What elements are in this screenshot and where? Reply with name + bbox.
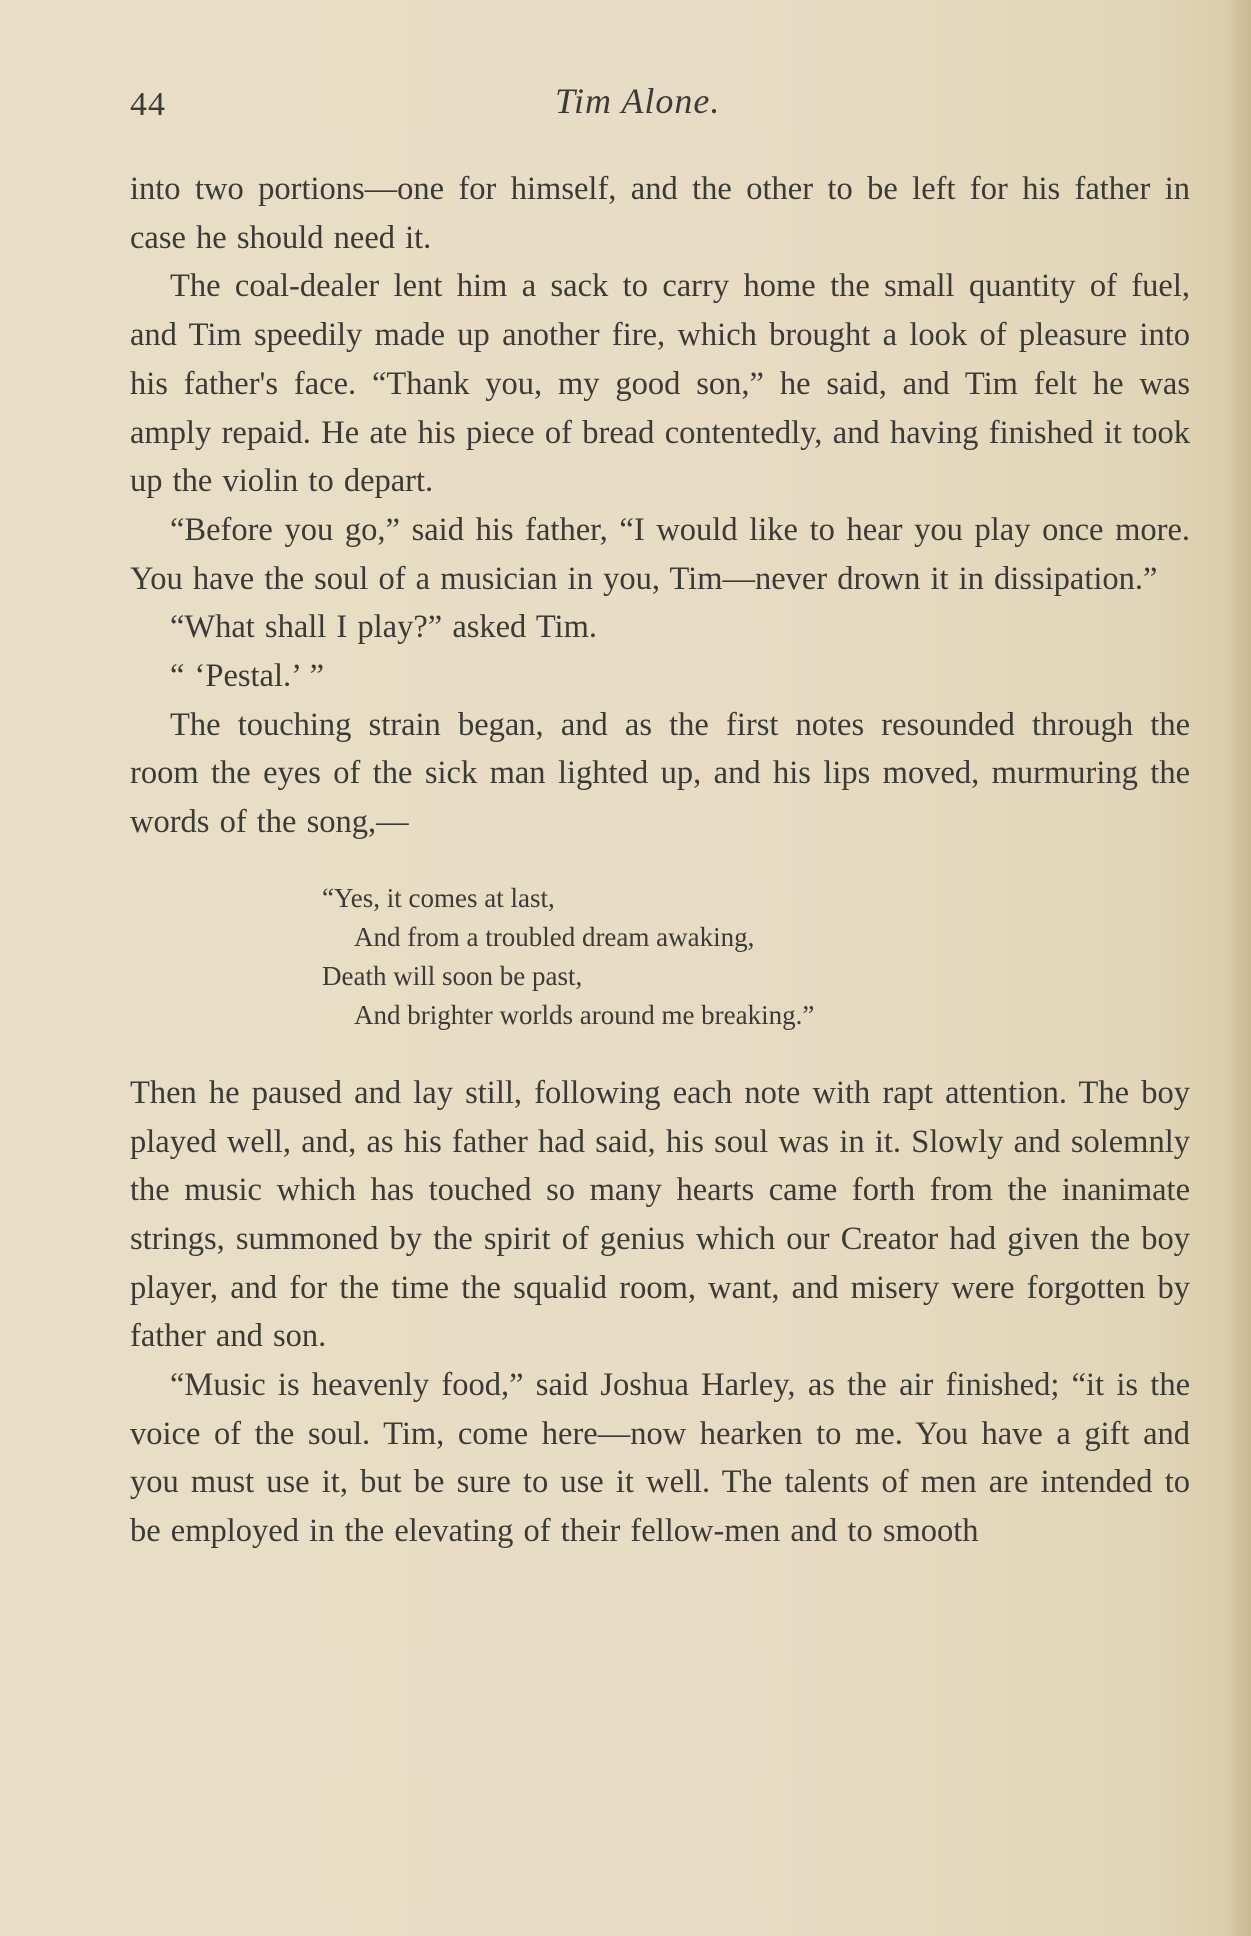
- paragraph: “Music is heavenly food,” said Joshua Harley, as the air finished; “it is the voice of the soul. Tim, come here—now hearken to me. You have a gift and you must use it, but be sure to use it well. The talents of men are intended to be employed in the elevating of their fellow-men and to smooth: [130, 1367, 1190, 1550]
- page-edge-shadow: [1225, 0, 1251, 1936]
- running-title: Tim Alone.: [555, 81, 721, 121]
- paragraph-continued: into two portions—one for himself, and the other to be left for his father in case he should need it.: [130, 171, 1190, 256]
- paragraph: “ ‘Pestal.’ ”: [170, 658, 325, 695]
- paragraph: “Before you go,” said his father, “I would like to hear you play once more. You have the soul of a musician in you, Tim—never drown it in dissipation.”: [130, 511, 1190, 597]
- verse-line: And brighter worlds around me breaking.”: [354, 999, 815, 1030]
- running-head: [130, 80, 1190, 130]
- verse-line: “Yes, it comes at last,: [322, 882, 555, 913]
- page-number: 44: [130, 86, 166, 123]
- paragraph: Then he paused and lay still, following each note with rapt attention. The boy played well, and, as his father had said, his soul was in it. Slowly and solemnly the music which has touched so many hearts came forth from the inanimate strings, summoned by the spirit of genius which our Creator had given the boy player, and for the time the squalid room, want, and misery were forgotten by father and son.: [130, 1074, 1190, 1355]
- body-text: [130, 165, 1190, 1556]
- verse-line: And from a troubled dream awaking,: [354, 921, 755, 952]
- verse-line: Death will soon be past,: [322, 960, 583, 991]
- paragraph: The touching strain began, and as the first notes resounded through the room the eyes of the sick man lighted up, and his lips moved, murmuring the words of the song,—: [130, 706, 1190, 841]
- paragraph: The coal-dealer lent him a sack to carry home the small quantity of fuel, and Tim speedily made up another fire, which brought a look of pleasure into his father's face. “Thank you, my good son,” he said, and Tim felt he was amply repaid. He ate his piece of bread contentedly, and having finished it took up the violin to depart.: [130, 268, 1190, 500]
- song-verse: [130, 879, 1190, 1035]
- paragraph: “What shall I play?” asked Tim.: [170, 609, 597, 646]
